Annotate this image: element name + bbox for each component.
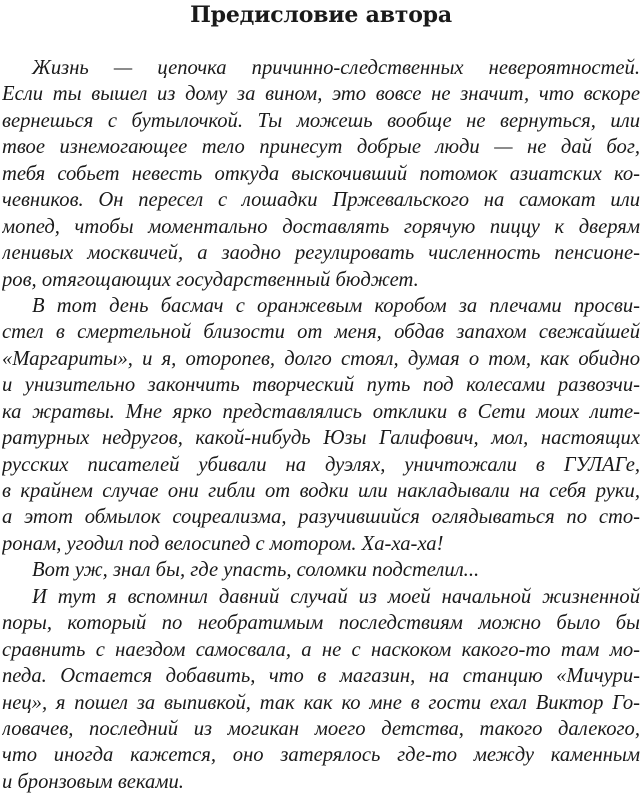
text-line: а этот обмылок соцреализма, разучившийся оглядываться по сто- (2, 506, 640, 529)
text-line: ленивых москвичей, а заодно регулировать численность пенсионе- (2, 242, 640, 265)
text-line: русских писателей убивали на дуэлях, уничтожали в ГУЛАГе, (2, 453, 640, 476)
text-line: ров, отягощающих государственный бюджет. (2, 268, 419, 291)
text-line: ловачев, последний из могикан моего детства, такого далекого, (2, 717, 640, 740)
text-line: Вот уж, знал бы, где упасть, соломки подстелил... (32, 559, 480, 582)
text-line: ратурных недругов, какой-нибудь Юзы Галифович, мол, настоящих (2, 427, 640, 450)
text-line: педа. Остается добавить, что в магазин, на станцию «Мичури- (2, 665, 640, 688)
text-line: стел в смертельной близости от меня, обдав запахом свежайшей (2, 321, 640, 344)
text-line: Если ты вышел из дому за вином, это вовсе не значит, что вскоре (2, 83, 640, 106)
text-line: что иногда кажется, оно затерялось где-то между каменным (2, 744, 640, 767)
text-line: твое изнемогающее тело принесут добрые люди — не дай бог, (2, 136, 640, 159)
text-line: ка жратвы. Мне ярко представлялись отклики в Сети моих лите- (2, 400, 640, 423)
text-line: сравнить с наездом самосвала, а не с наскоком какого-то там мо- (2, 638, 640, 661)
text-line: «Маргариты», и я, оторопев, долго стоял, думая о том, как обидно (2, 347, 640, 370)
text-line: мопед, чтобы моментально доставлять горячую пиццу к дверям (2, 215, 640, 238)
text-line: ронам, угодил под велосипед с мотором. Ха-ха-ха! (2, 532, 444, 555)
text-line: чевников. Он пересел с лошадки Пржевальского на самокат или (2, 189, 640, 212)
text-line: вернешься с бутылочкой. Ты можешь вообще не вернуться, или (2, 109, 640, 132)
text-line: И тут я вспомнил давний случай из моей начальной жизненной (32, 585, 640, 608)
text-line: и бронзовым веками. (2, 770, 184, 793)
text-line: тебя собьет невесть откуда выскочивший потомок азиатских ко- (2, 162, 640, 185)
text-line: в крайнем случае они гибли от водки или накладывали на себя руки, (2, 480, 640, 502)
text-line: Жизнь — цепочка причинно-следственных невероятностей. (32, 57, 640, 79)
body-text (2, 55, 640, 795)
text-line: и унизительно закончить творческий путь под колесами развозчи- (2, 374, 640, 397)
text-line: поры, который по необратимым последствиям можно было бы (2, 612, 640, 635)
text-line: нец», я пошел за выпивкой, так как ко мне в гости ехал Виктор Го- (2, 691, 640, 714)
page-title: Предисловие автора (190, 2, 452, 28)
text-line: В тот день басмач с оранжевым коробом за плечами просви- (32, 294, 640, 317)
